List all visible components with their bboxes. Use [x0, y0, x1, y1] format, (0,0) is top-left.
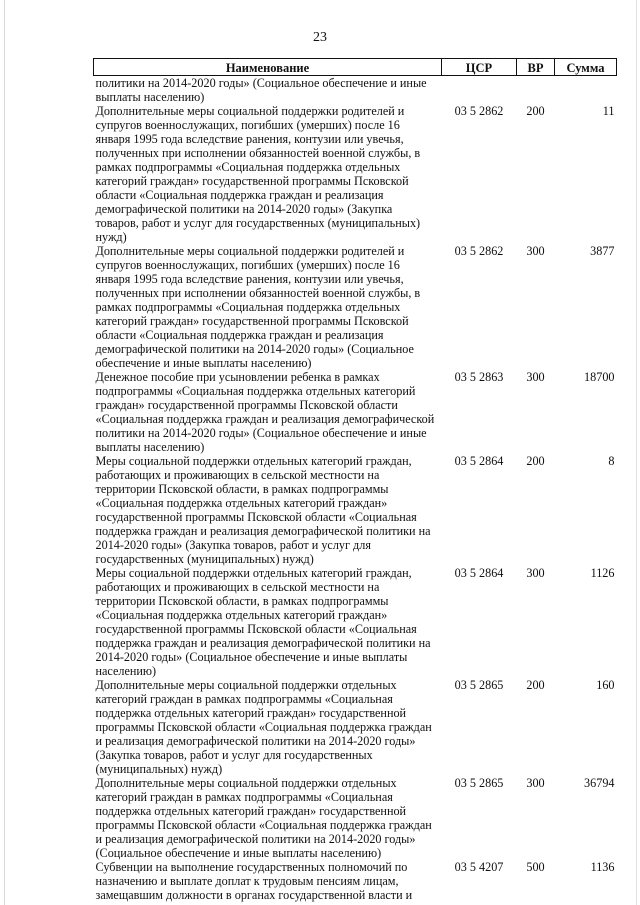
page-number: 23: [313, 30, 327, 45]
cell-name: Меры социальной поддержки отдельных категорий граждан, работающих и проживающих в сельской местности на территории Псковской области, в рамках подпрограммы «Социальная поддержка отдельных категорий граждан» государственной программы Псковской области «Социальная поддержка граждан и реализация демографической политики на 2014-2020 годы» (Закупка товаров, работ и услуг для государственных (муниципальных) нужд): [95, 454, 431, 566]
cell-name: Денежное пособие при усыновлении ребенка в рамках подпрограммы «Социальная поддержка отдельных категорий граждан» государственной программы Псковской области «Социальная поддержка граждан и реализация демографической политики на 2014-2020 годы» (Социальное обеспечение и иные выплаты населению): [95, 370, 435, 454]
table-row: [94, 244, 617, 370]
table-row: [94, 76, 617, 105]
cell-sum: 3877: [590, 244, 615, 258]
scan-edge-left: [4, 0, 5, 905]
cell-csr: 03 5 2864: [454, 454, 504, 468]
cell-csr: 03 5 2864: [454, 566, 504, 580]
cell-vr: 200: [526, 678, 545, 692]
table-row: [94, 860, 617, 902]
table-row: [94, 566, 617, 678]
cell-sum: 160: [596, 678, 615, 692]
cell-csr: 03 5 2863: [454, 370, 504, 384]
table-body: [94, 76, 617, 903]
cell-name: Дополнительные меры социальной поддержки родителей и супругов военнослужащих, погибших (умерших) после 16 января 1995 года вследствие ранения, контузии или увечья, полученных при исполнении обязанностей военной службы, в рамках подпрограммы «Социальная поддержка отдельных категорий граждан» государственной программы Псковской области «Социальная поддержка граждан и реализация демографической политики на 2014-2020 годы» (Социальное обеспечение и иные выплаты населению): [95, 244, 421, 370]
cell-sum: 36794: [584, 776, 615, 790]
cell-csr: [442, 76, 517, 105]
cell-vr: 300: [526, 244, 545, 258]
cell-sum: 1126: [590, 566, 615, 580]
cell-name: Дополнительные меры социальной поддержки родителей и супругов военнослужащих, погибших (умерших) после 16 января 1995 года вследствие ранения, контузии или увечья, полученных при исполнении обязанностей военной службы, в рамках подпрограммы «Социальная поддержка отдельных категорий граждан» государственной программы Псковской области «Социальная поддержка граждан и реализация демографической политики на 2014-2020 годы» (Закупка товаров, работ и услуг для государственных (муниципальных) нужд): [95, 104, 421, 244]
header-csr: ЦСР: [442, 59, 517, 76]
cell-csr: 03 5 2862: [454, 104, 504, 118]
cell-vr: 200: [526, 104, 545, 118]
cell-csr: 03 5 2862: [454, 244, 504, 258]
table-row: [94, 454, 617, 566]
cell-vr: 300: [526, 566, 545, 580]
cell-vr: 500: [526, 860, 545, 874]
table-row: [94, 104, 617, 244]
cell-sum: 18700: [584, 370, 615, 384]
budget-table: [93, 58, 617, 902]
cell-csr: 03 5 2865: [454, 776, 504, 790]
cell-sum: 1136: [590, 860, 615, 874]
cell-csr: 03 5 2865: [454, 678, 504, 692]
header-sum: Сумма: [555, 59, 617, 76]
cell-name: Дополнительные меры социальной поддержки отдельных категорий граждан в рамках подпрограммы «Социальная поддержка отдельных категорий граждан» государственной программы Псковской области «Социальная поддержка граждан и реализация демографической политики на 2014-2020 годы» (Социальное обеспечение и иные выплаты населению): [95, 776, 432, 860]
scan-edge-right: [636, 0, 637, 905]
cell-vr: [517, 76, 555, 105]
table-header-row: [94, 59, 617, 76]
header-vr: ВР: [517, 59, 555, 76]
header-name: Наименование: [94, 59, 442, 76]
table-row: [94, 678, 617, 776]
table-row: [94, 370, 617, 454]
cell-name: политики на 2014-2020 годы» (Социальное обеспечение и иные выплаты населению): [95, 76, 427, 104]
cell-sum: 8: [608, 454, 615, 468]
cell-name: Дополнительные меры социальной поддержки отдельных категорий граждан в рамках подпрограммы «Социальная поддержка отдельных категорий граждан» государственной программы Псковской области «Социальная поддержка граждан и реализация демографической политики на 2014-2020 годы» (Закупка товаров, работ и услуг для государственных (муниципальных) нужд): [95, 678, 432, 776]
cell-name: Субвенции на выполнение государственных полномочий по назначению и выплате доплат к трудовым пенсиям лицам, замещавшим должности в органах государственной власти и: [95, 860, 413, 902]
cell-sum: [555, 76, 617, 105]
cell-vr: 200: [526, 454, 545, 468]
cell-csr: 03 5 4207: [454, 860, 504, 874]
cell-vr: 300: [526, 370, 545, 384]
cell-name: Меры социальной поддержки отдельных категорий граждан, работающих и проживающих в сельской местности на территории Псковской области, в рамках подпрограммы «Социальная поддержка отдельных категорий граждан» государственной программы Псковской области «Социальная поддержка граждан и реализация демографической политики на 2014-2020 годы» (Социальное обеспечение и иные выплаты населению): [95, 566, 431, 678]
table-row: [94, 776, 617, 860]
cell-sum: 11: [602, 104, 615, 118]
cell-vr: 300: [526, 776, 545, 790]
